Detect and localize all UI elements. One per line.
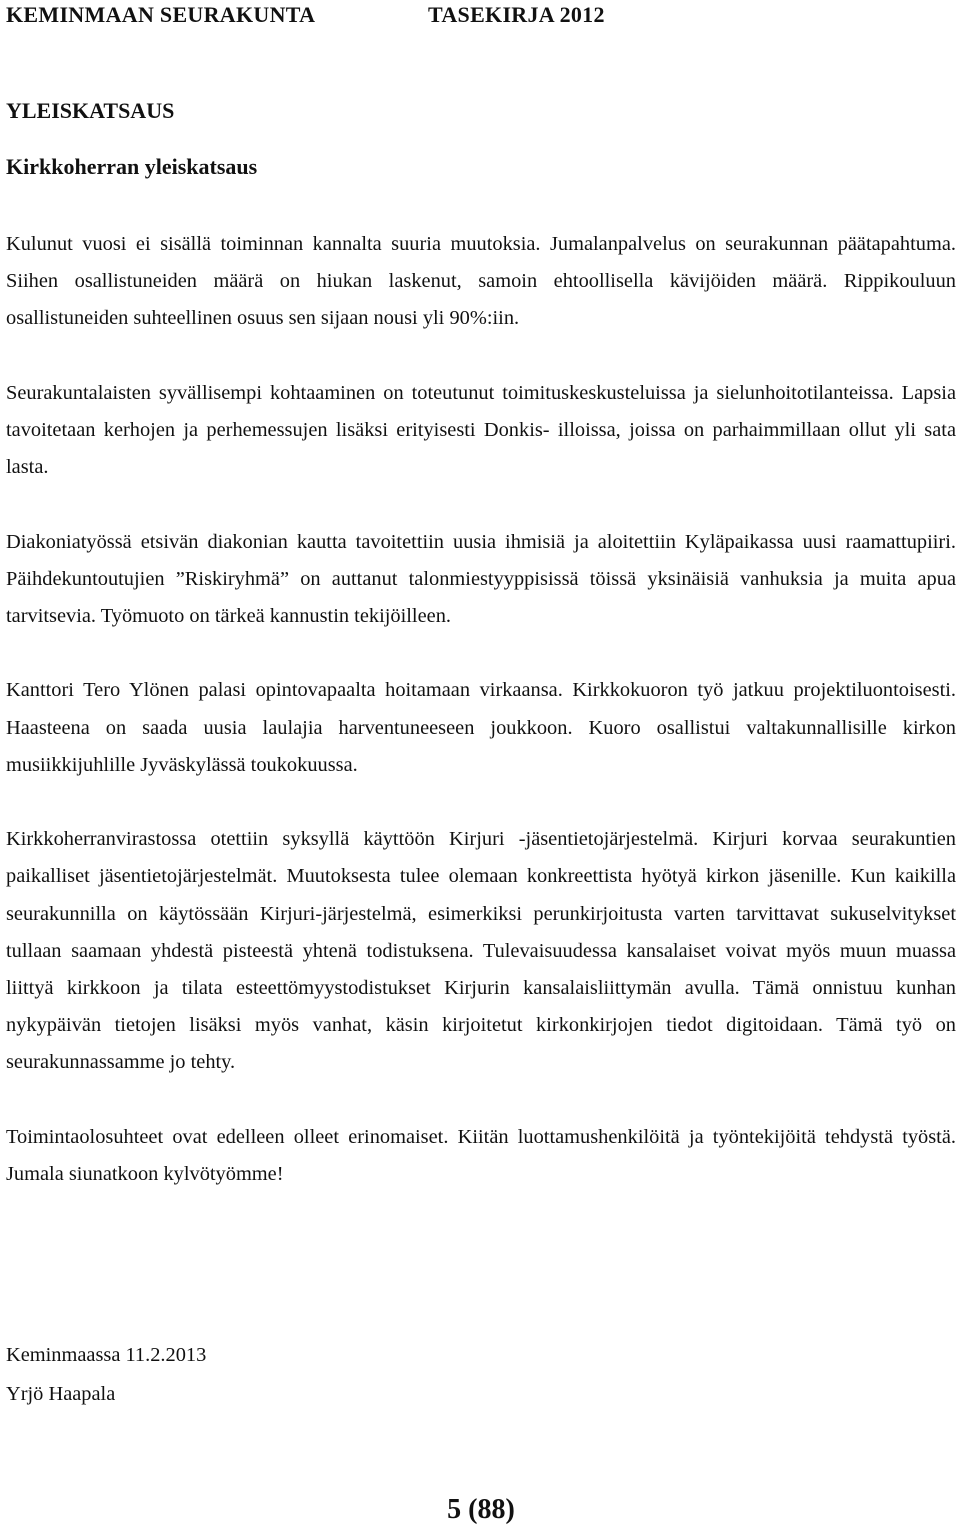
header-organization: KEMINMAAN SEURAKUNTA [6, 2, 316, 27]
section-title: YLEISKATSAUS [6, 98, 175, 123]
page-number: 5 (88) [447, 1494, 515, 1525]
header-document-title: TASEKIRJA 2012 [428, 2, 605, 27]
signature-name: Yrjö Haapala [6, 1383, 116, 1405]
paragraph-pastoral-care: Seurakuntalaisten syvällisempi kohtaaminen on toteutunut toimituskeskusteluissa ja sielunhoitotilanteissa. Lapsia tavoitetaan kerhojen ja perhemessujen lisäksi erityisesti Donkis- illoissa, joissa on parhaimmillaan ollut yli sata lasta. [6, 381, 956, 479]
body-text [6, 226, 956, 1193]
paragraph-closing: Toimintaolosuhteet ovat edelleen olleet erinomaiset. Kiitän luottamushenkilöitä ja työntekijöitä tehdystä työstä. Jumala siunatkoon kylvötyömme! [6, 1125, 956, 1185]
paragraph-overview: Kulunut vuosi ei sisällä toiminnan kannalta suuria muutoksia. Jumalanpalvelus on seurakunnan päätapahtuma. Siihen osallistuneiden määrä on hiukan laskenut, samoin ehtoollisella kävijöiden määrä. Rippikouluun osallistuneiden suhteellinen osuus sen sijaan nousi yli 90%:iin. [6, 233, 956, 330]
paragraph-music: Kanttori Tero Ylönen palasi opintovapaalta hoitamaan virkaansa. Kirkkokuoron työ jatkuu projektiluontoisesti. Haasteena on saada uusia laulajia harventuneeseen joukkoon. Kuoro osallistui valtakunnallisille kirkon musiikkijuhlille Jyväskylässä toukokuussa. [6, 679, 956, 776]
paragraph-registry: Kirkkoherranvirastossa otettiin syksyllä käyttöön Kirjuri -jäsentietojärjestelmä. Kirjuri korvaa seurakuntien paikalliset jäsentietojärjestelmät. Muutoksesta tulee olemaan konkreettista hyötyä kirkon jäsenille. Kun kaikilla seurakunnilla on käytössään Kirjuri-järjestelmä, esimerkiksi perunkirjoitusta varten tarvittavat sukuselvitykset tullaan saamaan yhdestä pisteestä yhtenä todistuksena. Tulevaisuudessa kansalaiset voivat myös muun muassa liittyä kirkkoon ja tilata esteettömyystodistukset Kirjurin kansalaisliittymän avulla. Tämä onnistuu kunhan nykypäivän tietojen lisäksi myös vanhat, käsin kirjoitetut kirkonkirjojen tiedot digitoidaan. Tämä työ on seurakunnassamme jo tehty. [6, 828, 956, 1074]
signature-place-date: Keminmaassa 11.2.2013 [6, 1344, 207, 1366]
paragraph-diaconia: Diakoniatyössä etsivän diakonian kautta tavoitettiin uusia ihmisiä ja aloitettiin Kyläpaikassa uusi raamattupiiri. Päihdekuntoutujien ”Riskiryhmä” on auttanut talonmiestyyppisissä töissä yksinäisiä vanhuksia ja muita apua tarvitsevia. Työmuoto on tärkeä kannustin tekijöilleen. [6, 530, 956, 627]
subsection-title: Kirkkoherran yleiskatsaus [6, 154, 258, 179]
signature-block [6, 1336, 206, 1414]
